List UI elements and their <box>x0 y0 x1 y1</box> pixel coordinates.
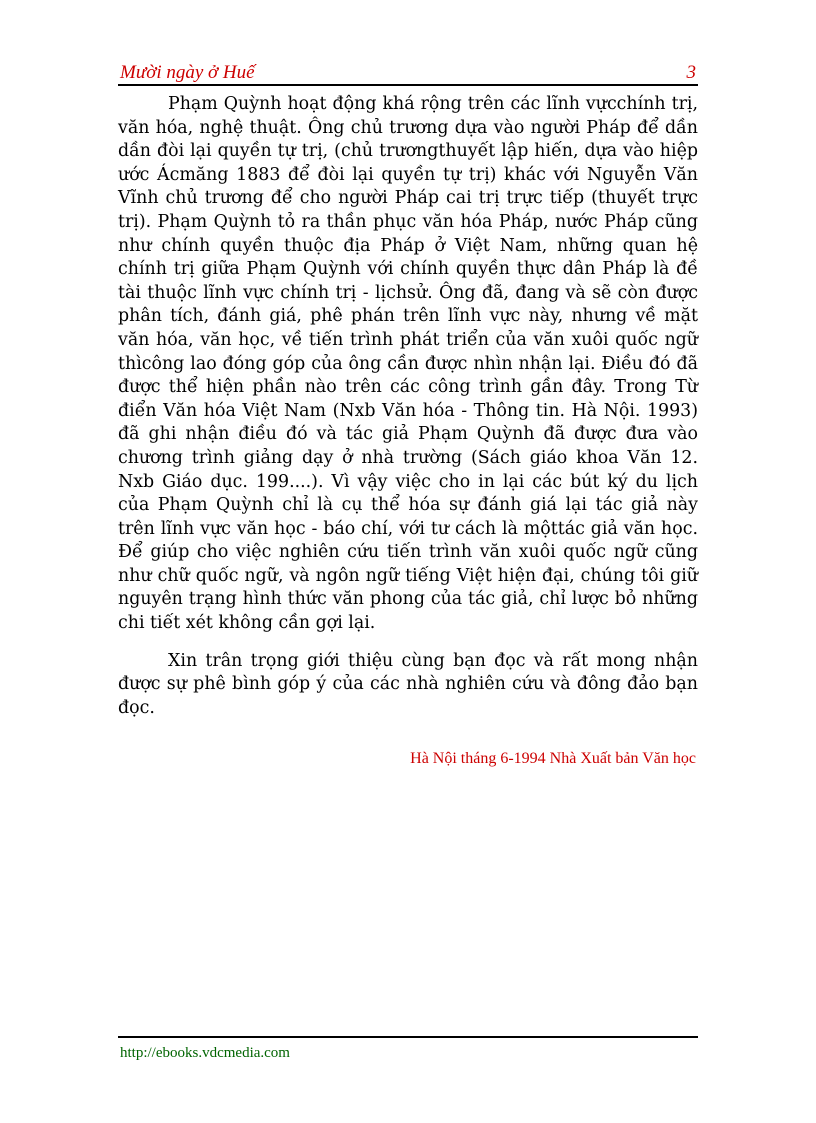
page-number: 3 <box>686 62 696 83</box>
book-title: Mười ngày ở Huế <box>120 62 255 83</box>
body-text <box>118 93 698 720</box>
footer-divider <box>118 1036 698 1038</box>
footer-url-link[interactable]: http://ebooks.vdcmedia.com <box>120 1045 290 1061</box>
paragraph-1: Phạm Quỳnh hoạt động khá rộng trên các lĩnh vựcchính trị, văn hóa, nghệ thuật. Ông chủ trương dựa vào người Pháp để dần dần đòi lại quyền tự trị, (chủ trươngthuyết lập hiến, dựa vào hiệp ước Ácmăng 1883 để đòi lại quyền tự trị) khác với Nguyễn Văn Vĩnh chủ trương để cho người Pháp cai trị trực tiếp (thuyết trực trị). Phạm Quỳnh tỏ ra thần phục văn hóa Pháp, nước Pháp cũng như chính quyền thuộc địa Pháp ở Việt Nam, những quan hệ chính trị giữa Phạm Quỳnh với chính quyền thực dân Pháp là đề tài thuộc lĩnh vực chính trị - lịchsử. Ông đã, đang và sẽ còn được phân tích, đánh giá, phê phán trên lĩnh vực này, nhưng về mặt văn hóa, văn học, về tiến trình phát triển của văn xuôi quốc ngữ thìcông lao đóng góp của ông cần được nhìn nhận lại. Điều đó đã được thể hiện phần nào trên các công trình gần đây. Trong Từ điển Văn hóa Việt Nam (Nxb Văn hóa - Thông tin. Hà Nội. 1993) đã ghi nhận điều đó và tác giả Phạm Quỳnh đã được đưa vào chương trình giảng dạy ở nhà trường (Sách giáo khoa Văn 12. Nxb Giáo dục. 199....). Vì vậy việc cho in lại các bút ký du lịch của Phạm Quỳnh chỉ là cụ thể hóa sự đánh giá lại tác giả này trên lĩnh vực văn học - báo chí, với tư cách là mộttác giả văn học. Để giúp cho việc nghiên cứu tiến trình văn xuôi quốc ngữ cũng như chữ quốc ngữ, và ngôn ngữ tiếng Việt hiện đại, chúng tôi giữ nguyên trạng hình thức văn phong của tác giả, chỉ lược bỏ những chi tiết xét không cần gợi lại. <box>118 94 698 634</box>
paragraph-2: Xin trân trọng giới thiệu cùng bạn đọc và rất mong nhận được sự phê bình góp ý của các nhà nghiên cứu và đông đảo bạn đọc. <box>118 650 698 718</box>
page-header <box>118 60 698 86</box>
signature: Hà Nội tháng 6-1994 Nhà Xuất bản Văn học <box>410 750 696 767</box>
